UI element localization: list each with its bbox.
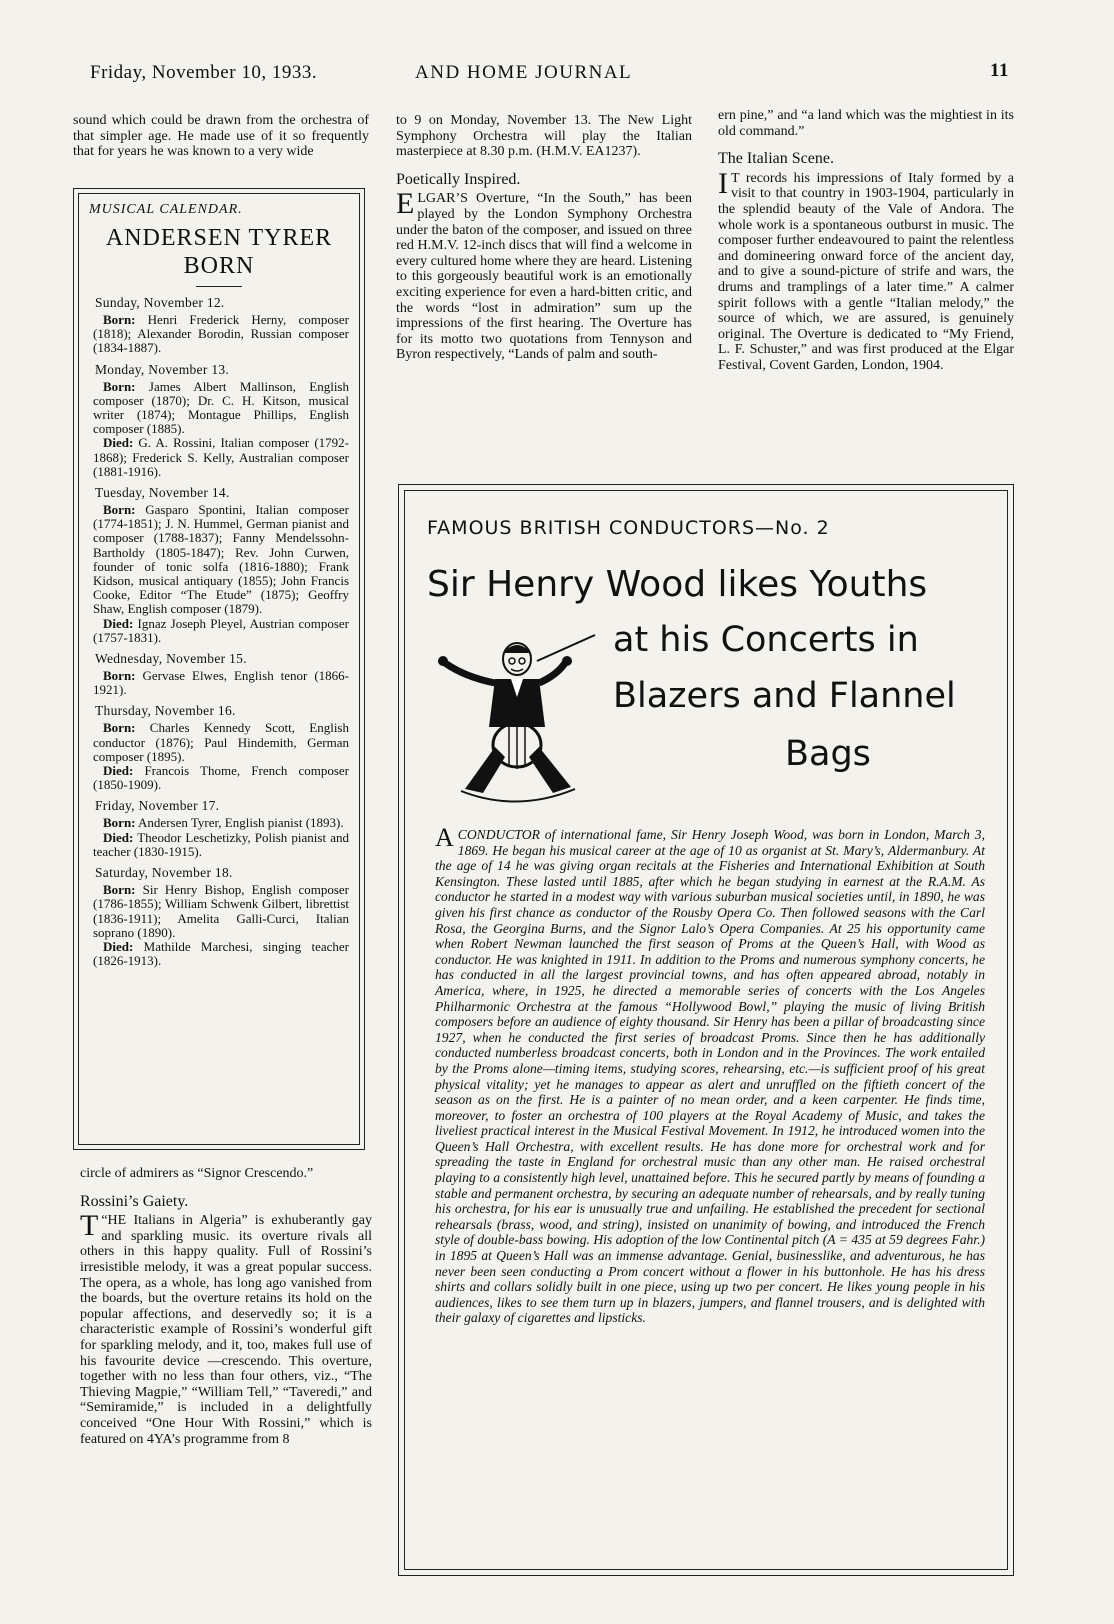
- feature-inner-border: [404, 490, 1008, 1570]
- elgar-paragraph: [396, 187, 692, 363]
- calendar-entry-label: Born:: [103, 378, 136, 394]
- calendar-entry-text: James Albert Mallinson, English composer (1870); Dr. C. H. Kitson, musical writer (1874); Montague Phillips, English composer (1885).: [93, 378, 349, 437]
- italian-text: T records his impressions of Italy formed by a visit to that country in 1903-1904, particularly in the splendid beauty of the Vale of Andora. The whole work is a spontaneous outburst in music. The composer further endeavoured to paint the relentless and domineering onward force of the ancient day, and to give a sound-picture of strife and wars, the drums and tramplings of a later time.” A calmer spirit follows with a gentle “Italian melody,” the source of which, we are assured, is genuinely original. The Overture is dedicated to “My Friend, L. F. Schuster,” and was first produced at the Elgar Festival, Covent Garden, London, 1904.: [718, 170, 1014, 373]
- calendar-entry-label: Born:: [103, 312, 136, 327]
- col3: [718, 108, 1014, 374]
- calendar-heading-line2: BORN: [183, 253, 255, 279]
- series-title: FAMOUS BRITISH CONDUCTORS—No. 2: [427, 517, 830, 539]
- title-line3: Blazers and Flannel: [613, 676, 956, 716]
- title-line4: Bags: [785, 734, 871, 774]
- calendar-entry-label: Died:: [103, 938, 134, 954]
- calendar-entry-label: Born:: [103, 882, 136, 898]
- rossini-heading: Rossini’s Gaiety.: [80, 1192, 189, 1210]
- calendar-entry: [93, 617, 349, 645]
- col1-bottom: [80, 1166, 372, 1447]
- col3-top-text: ern pine,” and “a land which was the mightiest in its old command.”: [718, 108, 1014, 139]
- calendar-entry: [93, 764, 349, 792]
- calendar-entry-text: Henri Frederick Herny, composer (1818); Alexander Borodin, Russian composer (1834-1887).: [93, 312, 349, 356]
- calendar-entry: [93, 883, 349, 940]
- calendar-entry-label: Died:: [103, 615, 134, 631]
- calendar-entry-text: Mathilde Marchesi, singing teacher (1826-1913).: [93, 938, 349, 969]
- elgar-text: LGAR’S Overture, “In the South,” has been played by the London Symphony Orchestra under the baton of the composer, and issued on three red H.M.V. 12-inch discs that will find a welcome in every cultured home where they are heard. Listening to this gorgeously beautiful work is an emotionally exciting experience for even a hard-bitten critic, and the words “lost in admiration” sum up the impressions of the first hearing. The Overture has for its motto two quotations from Tennyson and Byron respectively, “Lands of palm and south-: [396, 191, 692, 363]
- calendar-entry-text: G. A. Rossini, Italian composer (1792-1868); Frederick S. Kelly, Australian composer (1881-1916).: [93, 435, 349, 479]
- bio-dropcap: A: [435, 823, 454, 852]
- calendar-day-heading: Saturday, November 18.: [95, 865, 233, 881]
- bio-text: CONDUCTOR of international fame, Sir Henry Joseph Wood, was born in London, March 3, 1869. He began his musical career at the age of 10 as organist at St. Mary’s, Aldermanbury. At the age of 14 he was giving organ recitals at the Fisheries and International Exhibition at South Kensington. These lasted until 1885, after which he began studying in earnest at the R.A.M. As conductor he started in a modest way with various suburban musical societies until, in 1890, he was given his first chance as conductor of the Rousby Opera Co. Then followed seasons with the Carl Rosa, the Georgina Burns, and the Signor Lalo’s Opera Companies. At 25 his opportunity came when Robert Newman launched the first season of Proms at the Queen’s Hall, with Wood as conductor. He was knighted in 1911. In addition to the Proms and numerous symphony concerts, he has conducted in all the largest provincial towns, and has often appeared abroad, notably in America, where, in 1925, he directed a memorable series of concerts with the Los Angeles Philharmonic Orchestra at the famous “Hollywood Bowl,” playing the music of living British composers before an audience of eighty thousand. Sir Henry has been a pillar of broadcasting since 1927, when he conducted the first series of broadcast Proms. Since then he has additionally conducted numberless broadcast concerts, both in London and in the Provinces. The work entailed by the Proms alone—timing items, studying scores, rehearsing, etc.—is sufficient proof of his great physical vitality; yet he manages to appear as alert and unruffled on the fiftieth concert of the season as on the first. He is a painter of no mean order, and a keen carpenter. He finds time, moreover, to foster an orchestra of 100 players at the Royal Academy of Music, and takes the liveliest practical interest in the Musical Festival Movement. In 1912, he introduced women into the Queen’s Hall Orchestra, with excellent results. He has done more for orchestral work and for spreading the taste in England for orchestral music than any other man. He raised orchestral playing to a consistently high level, unattained before. This he secured partly by means of founding a stable and permanent orchestra, by securing an adequate number of rehearsals, and by really tuning his orchestra, for his ear is unusually true and unfailing. He established the precedent for sectional rehearsals (brass, wood, and string), insisted on unanimity of bowing, and introduced the French style of double-bass bowing. His adoption of the low Continental pitch (A = 435 at 59 degrees Fahr.) in 1895 at Queen’s Hall was an immense advantage. Genial, businesslike, and adventurous, he has never been seen conducting a Prom concert without a flower in his buttonhole. He has his dress shirts and collars solidly built in one piece, using up two per concert. He likes young people in his audiences, likes to see them turn up in blazers, jumpers, and flannel trousers, and is delighted with their galaxy of cigarettes and lipsticks.: [435, 827, 985, 1326]
- calendar-entry: [93, 380, 349, 437]
- rossini-paragraph: “ T HE Italians in Algeria” is exhuberantly gay and sparkling music. its overture rivals all others in this happy quality. Full of Rossini’s irresistible melody, it was a great popular success. The opera, as a whole, has long ago vanished from the boards, but the overture retains its hold on the popular affections, and deservedly so; it is a characteristic example of Rossini’s wonderful gift for sparkling melody, and it, too, makes full use of his favourite device —crescendo. This overture, together with no less than four others, viz., “The Thieving Magpie,” “William Tell,” “Taveredi,” and “Semiramide,” is included in a delightfully conceived “One Hour With Rossini,” which is featured on 4YA’s programme from 8: [80, 1209, 372, 1447]
- calendar-day-heading: Wednesday, November 15.: [95, 651, 247, 667]
- conductor-caricature-illustration: [425, 617, 610, 807]
- calendar-day-heading: Sunday, November 12.: [95, 295, 225, 310]
- col2-top-text: to 9 on Monday, November 13. The New Light Symphony Orchestra will play the Italian masterpiece at 8.30 p.m. (H.M.V. EA1237).: [396, 113, 692, 160]
- calendar-entry: [93, 669, 349, 697]
- calendar-entry-text: Charles Kennedy Scott, English conductor (1876); Paul Hindemith, German composer (1895).: [93, 720, 349, 764]
- crescendo-paragraph: circle of admirers as “Signor Crescendo.”: [80, 1166, 314, 1181]
- header-date: Friday, November 10, 1933.: [90, 62, 318, 83]
- feature-box: [398, 484, 1014, 1576]
- calendar-day-heading: Thursday, November 16.: [95, 703, 236, 719]
- calendar-entry-text: Theodor Leschetizky, Polish pianist and teacher (1830-1915).: [93, 829, 349, 859]
- rossini-text: HE Italians in Algeria” is exhuberantly gay and sparkling music. its overture rivals all others in this happy quality. Full of Rossini’s irresistible melody, it was a great popular success. The opera, as a whole, has long ago vanished from the boards, but the overture retains its hold on the popular affections, and deservedly so; it is a characteristic example of Rossini’s wonderful gift for sparkling melody, and it, too, makes full use of his favourite device —crescendo. This overture, together with no less than four others, viz., “The Thieving Magpie,” “William Tell,” “Taveredi,” and “Semiramide,” is included in a delightfully conceived “One Hour With Rossini,” which is featured on 4YA’s programme from 8: [80, 1213, 372, 1447]
- calendar-entry: [93, 816, 349, 830]
- calendar-entry-label: Died:: [103, 763, 134, 779]
- col2: [396, 113, 692, 363]
- calendar-entry: [93, 721, 349, 764]
- title-line1: Sir Henry Wood likes Youths: [427, 564, 928, 605]
- calendar-entry: [93, 831, 349, 859]
- calendar-entry-text: Francois Thome, French composer (1850-1909).: [93, 763, 349, 793]
- musical-calendar: [73, 188, 365, 1150]
- italian-paragraph: [718, 166, 1014, 374]
- calendar-days: [79, 295, 359, 968]
- calendar-entry-label: Died:: [103, 435, 134, 451]
- calendar-day-heading: Tuesday, November 14.: [95, 485, 230, 501]
- calendar-day-heading: Friday, November 17.: [95, 798, 220, 814]
- calendar-title: MUSICAL CALENDAR.: [89, 202, 243, 217]
- poetically-heading: Poetically Inspired.: [396, 170, 521, 188]
- calendar-entry-label: Born:: [103, 815, 136, 831]
- calendar-entry: [93, 313, 349, 356]
- calendar-entry-text: Gasparo Spontini, Italian composer (1774-1851); J. N. Hummel, German pianist and composer (1788-1837); Fanny Mendelssohn-Bartholdy (1805-1847); Rev. John Curwen, founder of tonic solfa (1816-1880); Frank Kidson, musical antiquary (1855); John Francis Cooke, Editor “The Etude” (1875); Geoffry Shaw, English composer (1879).: [93, 502, 349, 617]
- calendar-entry-text: Gervase Elwes, English tenor (1866-1921).: [93, 668, 349, 698]
- calendar-heading-line1: ANDERSEN TYRER: [105, 225, 333, 251]
- calendar-entry-label: Born:: [103, 720, 136, 736]
- calendar-day-heading: Monday, November 13.: [95, 361, 230, 377]
- col1-top-text: [73, 113, 369, 160]
- title-line2: at his Concerts in: [613, 620, 919, 660]
- calendar-entry-text: Andersen Tyrer, English pianist (1893).: [135, 815, 344, 831]
- italian-scene-heading: The Italian Scene.: [718, 150, 834, 168]
- calendar-inner-border: [78, 193, 360, 1145]
- calendar-entry-label: Born:: [103, 502, 136, 518]
- page-number: 11: [990, 60, 1009, 81]
- col1-top-paragraph: sound which could be drawn from the orchestra of that simpler age. He made use of it so frequently that for years he was known to a very wide: [73, 113, 369, 160]
- italian-dropcap: I: [718, 166, 728, 200]
- elgar-dropcap: E: [396, 187, 415, 221]
- calendar-entry-label: Died:: [103, 829, 134, 845]
- henry-wood-bio: [435, 823, 985, 1326]
- calendar-rule: [196, 286, 242, 287]
- calendar-entry-text: Ignaz Joseph Pleyel, Austrian composer (1757-1831).: [93, 615, 349, 645]
- calendar-entry-text: Sir Henry Bishop, English composer (1786-1855); William Schwenk Gilbert, librettist (1836-1911); Amelita Galli-Curci, Italian soprano (1890).: [93, 882, 349, 940]
- calendar-entry: [93, 436, 349, 479]
- calendar-entry: [93, 503, 349, 617]
- rossini-dropcap: T: [80, 1209, 99, 1243]
- calendar-entry-label: Born:: [103, 668, 136, 684]
- calendar-entry: [93, 940, 349, 968]
- journal-title: AND HOME JOURNAL: [415, 62, 633, 83]
